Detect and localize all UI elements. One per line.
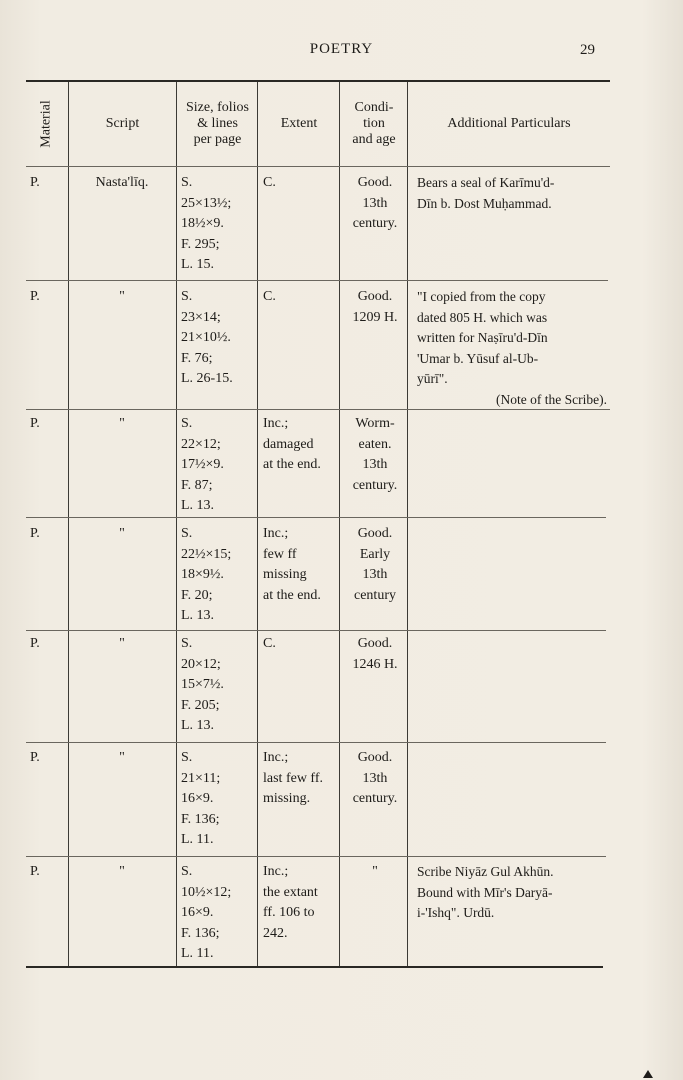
material-cell: P. — [30, 750, 40, 765]
ditto-mark: " — [119, 289, 125, 304]
additional-line: dated 805 H. which was — [417, 309, 548, 325]
additional-line: Bound with Mīr's Daryā- — [417, 884, 553, 900]
material-cell: P. — [30, 864, 40, 879]
column-rule — [68, 82, 69, 966]
extent-line: Inc.; — [263, 416, 289, 431]
size-cell — [181, 634, 256, 737]
condition-line: 1246 H. — [352, 656, 398, 672]
size-line: L. 13. — [181, 498, 215, 513]
extent-cell — [263, 634, 340, 655]
header-size-line: & lines — [197, 116, 238, 131]
ditto-mark: " — [119, 636, 125, 651]
size-line: 22×12; — [181, 436, 221, 452]
extent-line: Inc.; — [263, 526, 289, 541]
material-cell: P. — [30, 289, 40, 304]
condition-line: 13th — [362, 457, 388, 472]
size-line: L. 11. — [181, 832, 214, 847]
extent-line: the extant — [263, 884, 318, 900]
condition-line: Good. — [357, 750, 393, 765]
size-line: F. 20; — [181, 587, 213, 603]
extent-line: Inc.; — [263, 750, 289, 765]
header-material — [26, 82, 68, 166]
material-cell: P. — [30, 416, 40, 431]
condition-line: 13th — [362, 770, 388, 786]
size-cell — [181, 414, 256, 517]
extent-line: at the end. — [263, 587, 321, 603]
header-extent-label: Extent — [280, 116, 318, 131]
condition-cell — [343, 862, 407, 883]
size-line: S. — [181, 416, 193, 431]
table-bottom-rule — [26, 966, 603, 968]
page-number: 29 — [580, 42, 595, 58]
extent-line: ff. 106 to — [263, 905, 315, 920]
header-separator — [26, 166, 610, 167]
size-line: S. — [181, 750, 193, 765]
additional-line: i-'Ishq". Urdū. — [417, 905, 495, 920]
row-separator — [26, 742, 606, 743]
condition-line: Good. — [357, 175, 393, 190]
condition-line: century — [354, 587, 396, 603]
size-line: S. — [181, 864, 193, 879]
size-cell — [181, 524, 256, 627]
row-separator — [26, 280, 608, 281]
condition-line: Good. — [357, 526, 393, 541]
header-size-line: per page — [193, 132, 242, 147]
ditto-mark: " — [119, 526, 125, 541]
size-line: 23×14; — [181, 309, 221, 325]
header-size — [177, 82, 258, 166]
header-additional — [408, 82, 610, 166]
extent-line: missing. — [263, 791, 311, 806]
size-line: 15×7½. — [181, 677, 224, 692]
extent-line: C. — [263, 289, 276, 304]
header-script-label: Script — [105, 116, 140, 131]
condition-line: Good. — [357, 289, 393, 304]
size-line: 21×11; — [181, 770, 221, 786]
additional-line: written for Naṣīru'd-Dīn — [417, 330, 548, 345]
extent-cell — [263, 862, 340, 944]
condition-line: Worm- — [355, 416, 395, 431]
row-separator — [26, 856, 606, 857]
size-line: S. — [181, 526, 193, 541]
ditto-mark: " — [119, 416, 125, 431]
additional-cell — [417, 173, 607, 214]
material-cell: P. — [30, 526, 40, 541]
extent-line: Inc.; — [263, 864, 289, 879]
size-line: 21×10½. — [181, 330, 231, 345]
column-rule — [176, 82, 177, 966]
size-line: 16×9. — [181, 905, 214, 920]
size-line: L. 15. — [181, 257, 215, 272]
size-line: S. — [181, 175, 193, 190]
condition-line: eaten. — [358, 436, 392, 452]
additional-cell — [417, 862, 607, 924]
material-cell: P. — [30, 636, 40, 651]
size-cell — [181, 287, 256, 390]
additional-line: "I copied from the copy — [417, 289, 546, 304]
condition-line: century. — [352, 477, 398, 493]
additional-line: Bears a seal of Karīmu'd- — [417, 175, 555, 190]
size-cell — [181, 862, 256, 965]
size-line: L. 13. — [181, 608, 215, 623]
condition-line: century. — [352, 791, 398, 806]
size-line: F. 295; — [181, 236, 220, 252]
size-line: 22½×15; — [181, 546, 232, 562]
size-line: S. — [181, 289, 193, 304]
size-line: F. 205; — [181, 697, 220, 713]
header-size-line: Size, folios — [186, 100, 249, 115]
header-condition-line: Condi- — [354, 100, 394, 115]
extent-line: at the end. — [263, 457, 321, 472]
condition-cell — [343, 287, 407, 328]
extent-line: 242. — [263, 925, 288, 941]
additional-line: Scribe Niyāz Gul Akhūn. — [417, 864, 554, 879]
script-cell: Nasta'līq. — [95, 175, 149, 190]
header-condition — [340, 82, 408, 166]
header-extent — [258, 82, 340, 166]
size-line: 10½×12; — [181, 884, 232, 900]
extent-cell — [263, 287, 340, 308]
extent-cell — [263, 524, 340, 606]
ditto-mark: " — [119, 864, 125, 879]
size-cell — [181, 173, 256, 276]
size-cell — [181, 748, 256, 851]
ditto-mark: " — [119, 750, 125, 765]
size-line: 18½×9. — [181, 216, 224, 231]
header-additional-label: Additional Particulars — [447, 116, 571, 131]
size-line: 25×13½; — [181, 195, 232, 211]
condition-cell — [343, 748, 407, 810]
condition-line: 13th — [362, 567, 388, 582]
header-condition-line: tion — [363, 116, 385, 131]
extent-line: missing — [263, 567, 307, 582]
extent-cell — [263, 748, 340, 810]
condition-line: 13th — [362, 195, 388, 211]
header-script — [69, 82, 176, 166]
size-line: F. 136; — [181, 925, 220, 941]
size-line: F. 87; — [181, 477, 213, 493]
size-line: 18×9½. — [181, 567, 224, 582]
extent-line: few ff — [263, 546, 297, 562]
scribe-note: (Note of the Scribe). — [496, 391, 607, 407]
material-cell: P. — [30, 175, 40, 190]
condition-line: " — [372, 864, 378, 879]
condition-line: Good. — [357, 636, 393, 651]
row-separator — [26, 517, 606, 518]
extent-cell — [263, 414, 340, 476]
condition-line: century. — [352, 216, 398, 231]
extent-line: C. — [263, 636, 276, 651]
extent-cell — [263, 173, 340, 194]
condition-line: Early — [359, 546, 391, 562]
running-title: POETRY — [309, 41, 374, 57]
additional-line: Dīn b. Dost Muḥammad. — [417, 195, 552, 211]
column-rule — [407, 82, 408, 966]
condition-cell — [343, 634, 407, 675]
size-line: 16×9. — [181, 791, 214, 806]
size-line: L. 13. — [181, 718, 215, 733]
size-line: L. 11. — [181, 946, 214, 961]
extent-line: last few ff. — [263, 770, 323, 786]
size-line: F. 76; — [181, 350, 213, 366]
condition-cell — [343, 414, 407, 496]
column-rule — [257, 82, 258, 966]
size-line: 20×12; — [181, 656, 221, 672]
size-line: S. — [181, 636, 193, 651]
corner-mark — [643, 1070, 653, 1078]
additional-cell — [417, 287, 607, 410]
additional-line: 'Umar b. Yūsuf al-Ub- — [417, 350, 539, 366]
row-separator — [26, 630, 606, 631]
header-condition-line: and age — [352, 132, 396, 147]
extent-line: C. — [263, 175, 276, 190]
size-line: L. 26-15. — [181, 371, 233, 386]
condition-cell — [343, 173, 407, 235]
header-material-label: Material — [39, 100, 55, 148]
condition-line: 1209 H. — [352, 309, 398, 325]
extent-line: damaged — [263, 436, 314, 452]
size-line: F. 136; — [181, 811, 220, 827]
condition-cell — [343, 524, 407, 606]
additional-line: yūrī". — [417, 371, 448, 386]
size-line: 17½×9. — [181, 457, 224, 472]
